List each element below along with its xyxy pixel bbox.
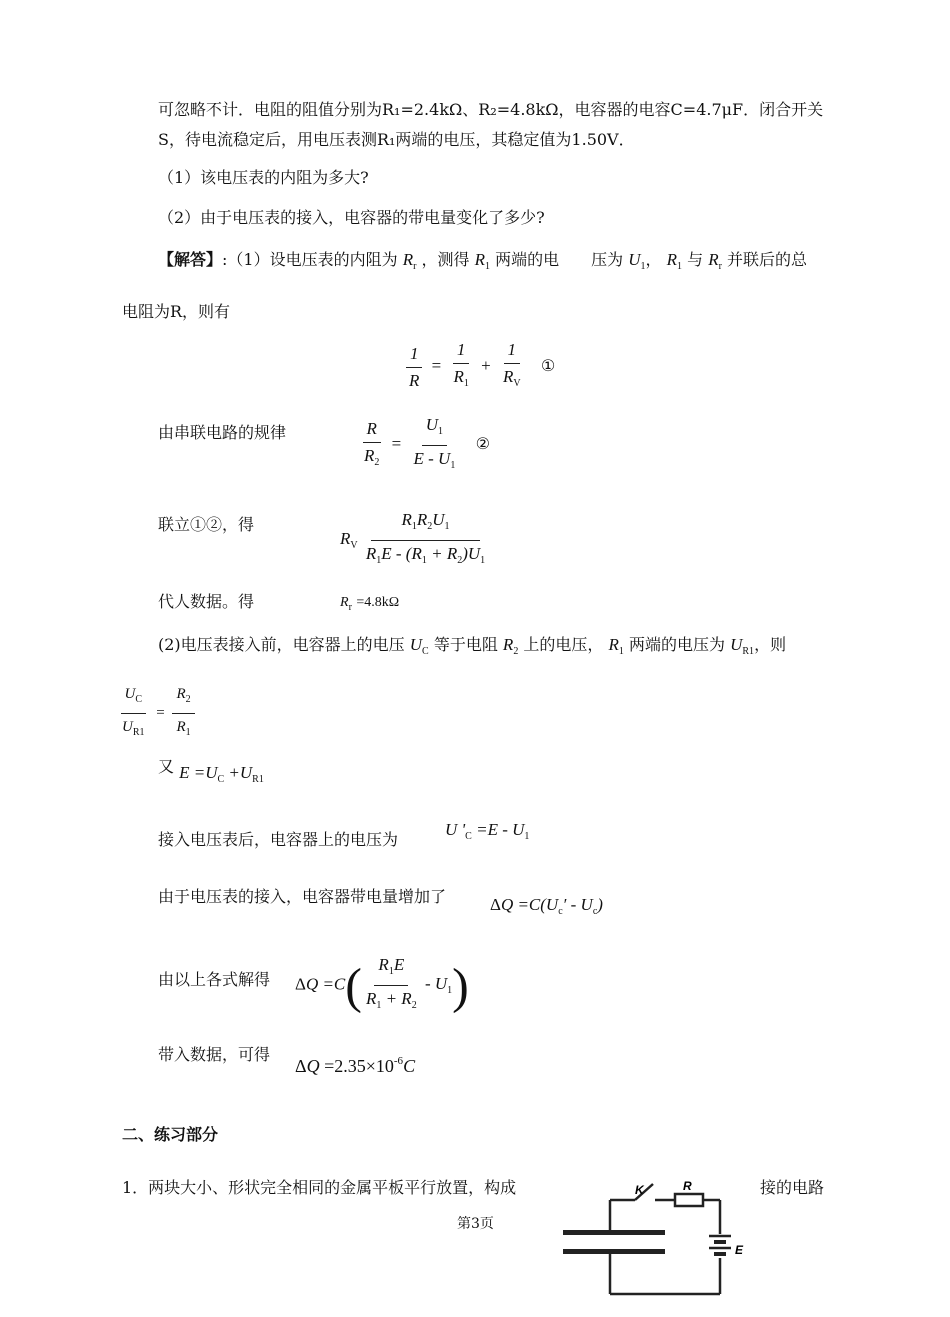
substitute-text: 代人数据。得 <box>158 592 255 611</box>
math-r1: $R_1$ <box>608 635 624 657</box>
equation-1-marker: ① <box>540 355 556 375</box>
solution-text: ， <box>645 250 662 269</box>
equation-2-marker: ② <box>475 434 490 454</box>
equation-rv: $R_V$ $\frac{R_1R_2U_1}{R_1E - (R_1 + R_2)U_1}$ <box>340 510 486 566</box>
intro-line-1: 可忽略不计．电阻的阻值分别为R₁=2.4kΩ、R₂=4.8kΩ，电容器的电容C=4.7μF．闭合开关 <box>158 100 824 119</box>
solution-text: ，则 <box>754 635 787 654</box>
equation-e: $E =U_C +U_{R1}$ <box>179 763 264 785</box>
capacitor-plate-bottom <box>563 1249 665 1254</box>
intro-line-2: S，待电流稳定后，用电压表测R₁两端的电压，其稳定值为1.50V． <box>158 130 635 149</box>
page-number: 第3页 <box>457 1216 494 1232</box>
solution-text: 两端的电压为 <box>629 635 726 654</box>
solution-line-1 <box>158 250 807 277</box>
final-result-exponent: -6 <box>393 1055 404 1067</box>
switch-label: K <box>635 1183 644 1197</box>
series-rule-text: 由串联电路的规律 <box>158 423 287 442</box>
also-line <box>158 757 264 784</box>
solution-text: 与 <box>687 250 704 269</box>
final-result-unit: C <box>403 1056 416 1076</box>
equation-1: $\frac{1}{R}$ = $\frac{1}{R_1}$ + $\frac{1}{R_V}$ ① <box>405 340 555 394</box>
math-r1: $R_1$ <box>666 250 682 272</box>
plug-in-text: 带入数据，可得 <box>158 1045 271 1064</box>
final-result: $\Delta Q =2.35\times 10^{-6}C$ <box>295 1055 416 1076</box>
solve-from-text: 由以上各式解得 <box>158 970 271 989</box>
solution-label: 【解答】 <box>158 250 223 269</box>
after-connect-text: 接入电压表后，电容器上的电压为 <box>158 830 399 849</box>
solution-line-2: 电阻为R，则有 <box>122 302 231 321</box>
rv-result: $R_r =4.8k\Omega$ <box>340 595 400 613</box>
circuit-diagram <box>555 1172 765 1312</box>
part2-line <box>158 635 786 662</box>
battery-symbol <box>709 1236 731 1254</box>
charge-increase-text: 由于电压表的接入，电容器带电量增加了 <box>158 887 447 906</box>
math-r1: $R_1$ <box>474 250 491 272</box>
question-2: （2）由于电压表的接入，电容器的带电量变化了多少? <box>158 208 545 227</box>
equation-uc-prime: U '$_C =E - U_1$ <box>445 820 530 842</box>
battery-label: E <box>735 1243 744 1257</box>
solution-text: 两端的电 压为 <box>495 250 624 269</box>
equation-delta-q: $\Delta Q =C(U_c' - U_c)$ <box>490 895 603 917</box>
math-u1: $U_1$ <box>628 250 646 272</box>
solution-text: (2)电压表接入前，电容器上的电压 <box>158 635 405 654</box>
math-r2: $R_2$ <box>502 635 519 657</box>
combine-text: 联立①②，得 <box>158 515 255 534</box>
equation-2: $\frac{R}{R_2}$ = $\frac{U_1}{E - U_1}$ ② <box>364 415 490 471</box>
question-1: （1）该电压表的内阻为多大? <box>158 168 369 187</box>
math-rv: $R_r$ <box>708 250 722 272</box>
solution-text: :（1）设电压表的内阻为 <box>222 250 398 269</box>
math-uc: $U_C$ <box>409 635 429 657</box>
final-result-value: =2.35×10 <box>324 1056 394 1076</box>
section-2-heading: 二、练习部分 <box>122 1125 219 1144</box>
solution-text: 并联后的总 <box>727 250 808 269</box>
exercise-1-text-b: 接的电路 <box>760 1178 825 1197</box>
equation-ratio: $\frac{U_C}{U_{R1}}$ = $\frac{R_2}{R_1}$ <box>118 684 195 743</box>
math-ur1: $U_{R1}$ <box>730 635 755 657</box>
rv-result-value: =4.8kΩ <box>356 595 400 610</box>
solution-text: 又 <box>158 757 175 776</box>
resistor-label: R <box>683 1179 692 1193</box>
equation-delta-q-solved: ΔQ =C( $\frac{R_1E}{R_1 + R_2}$ - $U_1$) <box>295 955 469 1014</box>
capacitor-plate-top <box>563 1230 665 1235</box>
exercise-1-text-a: 1．两块大小、形状完全相同的金属平板平行放置，构成 <box>122 1178 517 1197</box>
solution-text: 上的电压， <box>523 635 604 654</box>
math-rv: $R_r$ <box>402 250 417 272</box>
solution-text: ，测得 <box>421 250 470 269</box>
resistor-symbol <box>675 1194 703 1206</box>
solution-text: 等于电阻 <box>433 635 498 654</box>
